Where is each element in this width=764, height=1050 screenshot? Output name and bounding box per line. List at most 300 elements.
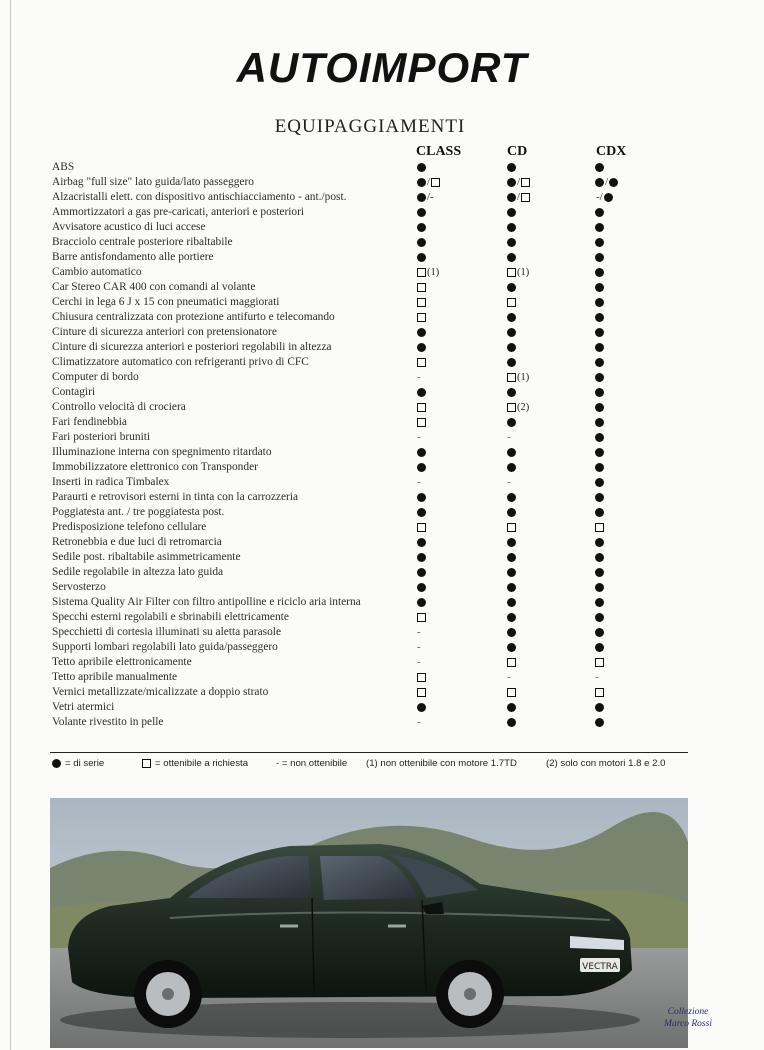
standard-dot-icon: [507, 193, 516, 202]
cell-class: [417, 670, 426, 685]
separator-mark: /: [517, 191, 521, 203]
cell-cdx: [595, 340, 604, 355]
not-available-mark: -: [417, 431, 421, 443]
standard-dot-icon: [595, 613, 604, 622]
row-label: Specchietti di cortesia illuminati su aletta parasole: [52, 626, 282, 638]
optional-box-icon: [417, 358, 426, 367]
cell-cdx: [595, 715, 604, 730]
cell-cd: [507, 265, 529, 280]
row-label: Poggiatesta ant. / tre poggiatesta post.: [52, 506, 225, 518]
row-label: Alzacristalli elett. con dispositivo antischiacciamento - ant./post.: [52, 191, 347, 203]
separator-mark: /: [605, 176, 609, 188]
not-available-mark: -: [507, 476, 511, 488]
standard-dot-icon: [507, 418, 516, 427]
not-available-mark: -: [417, 716, 421, 728]
cell-cdx: [595, 280, 604, 295]
standard-dot-icon: [595, 253, 604, 262]
standard-dot-icon: [507, 163, 516, 172]
cell-class: [417, 295, 426, 310]
legend-optional: [142, 758, 248, 769]
cell-class: [417, 475, 426, 490]
cell-cdx: [595, 550, 604, 565]
table-row: [52, 325, 692, 340]
footnote-mark: (1): [517, 267, 530, 278]
standard-dot-icon: [595, 283, 604, 292]
standard-dot-icon: [417, 388, 426, 397]
table-row: [52, 490, 692, 505]
cell-class: [417, 460, 426, 475]
standard-dot-icon: [595, 163, 604, 172]
standard-dot-icon: [595, 223, 604, 232]
not-available-mark: -: [507, 671, 511, 683]
standard-dot-icon: [507, 598, 516, 607]
not-available-mark: -: [417, 656, 421, 668]
cell-cd: [507, 475, 516, 490]
standard-dot-icon: [417, 238, 426, 247]
cell-cdx: [595, 610, 604, 625]
table-row: [52, 400, 692, 415]
cell-cdx: [595, 190, 613, 205]
cell-cdx: [595, 520, 604, 535]
legend-optional-text: = ottenibile a richiesta: [155, 758, 249, 769]
not-available-mark: -: [595, 671, 599, 683]
standard-dot-icon: [417, 178, 426, 187]
cell-class: [417, 385, 426, 400]
optional-box-icon: [417, 283, 426, 292]
standard-dot-icon: [609, 178, 618, 187]
cell-cdx: [595, 625, 604, 640]
cell-class: [417, 565, 426, 580]
cell-cd: [507, 580, 516, 595]
cell-class: [417, 640, 426, 655]
standard-dot-icon: [595, 478, 604, 487]
row-label: Avvisatore acustico di luci accese: [52, 221, 206, 233]
standard-dot-icon: [417, 343, 426, 352]
separator-mark: /: [517, 176, 521, 188]
cell-cd: [507, 370, 529, 385]
row-label: Climatizzatore automatico con refrigeranti privo di CFC: [52, 356, 309, 368]
column-header-cd: CD: [507, 144, 528, 159]
standard-dot-icon: [507, 643, 516, 652]
optional-box-icon: [595, 523, 604, 532]
cell-cd: [507, 430, 516, 445]
cell-class: [417, 625, 426, 640]
standard-dot-icon: [595, 358, 604, 367]
cell-class: [417, 595, 426, 610]
cell-cd: [507, 250, 516, 265]
cell-cd: [507, 700, 516, 715]
cell-class: [417, 610, 426, 625]
table-row: [52, 415, 692, 430]
cell-cd: [507, 610, 516, 625]
cell-class: [417, 250, 426, 265]
standard-dot-icon: [417, 163, 426, 172]
optional-box-icon: [417, 688, 426, 697]
cell-cdx: [595, 565, 604, 580]
cell-cdx: [595, 175, 618, 190]
standard-dot-icon: [595, 433, 604, 442]
cell-class: [417, 505, 426, 520]
standard-dot-icon: [595, 583, 604, 592]
not-available-mark: -: [417, 626, 421, 638]
row-label: Immobilizzatore elettronico con Transponder: [52, 461, 258, 473]
cell-class: [417, 445, 426, 460]
cell-class: [417, 550, 426, 565]
optional-box-icon: [507, 268, 516, 277]
standard-dot-icon: [595, 628, 604, 637]
cell-cdx: [595, 160, 604, 175]
cell-cdx: [595, 220, 604, 235]
cell-class: [417, 430, 426, 445]
standard-dot-icon: [595, 268, 604, 277]
table-row: [52, 340, 692, 355]
table-row: [52, 370, 692, 385]
standard-dot-icon: [507, 508, 516, 517]
standard-dot-icon: [595, 463, 604, 472]
optional-box-icon: [417, 613, 426, 622]
car-photo-illustration: [50, 798, 688, 1048]
standard-dot-icon: [507, 448, 516, 457]
standard-dot-icon: [595, 373, 604, 382]
cell-cd: [507, 295, 516, 310]
table-row: [52, 355, 692, 370]
standard-dot-icon: [507, 283, 516, 292]
standard-dot-icon: [417, 253, 426, 262]
cell-cdx: [595, 235, 604, 250]
optional-box-icon: [507, 658, 516, 667]
standard-dot-icon: [595, 448, 604, 457]
cell-cdx: [595, 655, 604, 670]
cell-cdx: [595, 460, 604, 475]
legend-not-available: - = non ottenibile: [276, 758, 348, 769]
cell-cd: [507, 550, 516, 565]
optional-box-icon: [507, 403, 516, 412]
table-row: [52, 385, 692, 400]
standard-dot-icon: [507, 313, 516, 322]
table-row: [52, 685, 692, 700]
cell-class: [417, 280, 426, 295]
footnote-mark: (1): [517, 372, 530, 383]
cell-cd: [507, 325, 516, 340]
cell-cd: [507, 310, 516, 325]
section-title: EQUIPAGGIAMENTI: [274, 116, 466, 137]
cell-cdx: [595, 430, 604, 445]
cell-cdx: [595, 475, 604, 490]
stamp-line-1: Collezione: [667, 1007, 709, 1017]
row-label: Bracciolo centrale posteriore ribaltabile: [52, 236, 233, 248]
legend: [52, 758, 692, 772]
cell-cdx: [595, 445, 604, 460]
cell-class: [417, 535, 426, 550]
cell-cd: [507, 175, 530, 190]
standard-dot-icon: [595, 388, 604, 397]
cell-cd: [507, 490, 516, 505]
row-label: Barre antisfondamento alle portiere: [52, 251, 214, 263]
standard-dot-icon: [595, 538, 604, 547]
standard-dot-icon: [417, 463, 426, 472]
table-row: [52, 580, 692, 595]
standard-dot-icon: [507, 463, 516, 472]
not-available-mark: -: [417, 476, 421, 488]
cell-cd: [507, 190, 530, 205]
standard-dot-icon: [417, 328, 426, 337]
table-row: [52, 310, 692, 325]
legend-note-2: (2) solo con motori 1.8 e 2.0: [546, 758, 666, 769]
row-label: Car Stereo CAR 400 con comandi al volante: [52, 281, 256, 293]
table-row: [52, 235, 692, 250]
optional-box-icon: [417, 313, 426, 322]
row-label: Tetto apribile manualmente: [52, 671, 178, 683]
equipment-table: [52, 160, 692, 730]
column-header-class: CLASS: [416, 144, 462, 159]
table-row: [52, 715, 692, 730]
standard-dot-icon: [507, 388, 516, 397]
table-row: [52, 475, 692, 490]
standard-dot-icon: [595, 343, 604, 352]
row-label: Inserti in radica Timbalex: [52, 476, 170, 488]
standard-dot-icon: [507, 358, 516, 367]
legend-divider: [50, 752, 688, 753]
row-label: Volante rivestito in pelle: [52, 716, 164, 728]
cell-class: [417, 205, 426, 220]
standard-dot-icon: [507, 703, 516, 712]
table-row: [52, 670, 692, 685]
table-row: [52, 265, 692, 280]
row-label: Ammortizzatori a gas pre-caricati, anteriori e posteriori: [52, 206, 305, 218]
table-row: [52, 430, 692, 445]
row-label: Computer di bordo: [52, 371, 139, 383]
legend-standard-text: = di serie: [65, 758, 105, 769]
footnote-mark: (2): [517, 402, 530, 413]
table-row: [52, 160, 692, 175]
standard-dot-icon: [604, 193, 613, 202]
standard-dot-icon: [595, 718, 604, 727]
optional-box-icon: [417, 523, 426, 532]
cell-cd: [507, 220, 516, 235]
cell-cdx: [595, 265, 604, 280]
standard-dot-icon: [417, 223, 426, 232]
cell-class: [417, 265, 439, 280]
row-label: ABS: [52, 161, 75, 173]
row-label: Tetto apribile elettronicamente: [52, 656, 192, 668]
standard-dot-icon: [595, 643, 604, 652]
cell-class: [417, 415, 426, 430]
row-label: Supporti lombari regolabili lato guida/passeggero: [52, 641, 278, 653]
standard-dot-icon: [595, 298, 604, 307]
brand-title: AUTOIMPORT: [236, 44, 528, 91]
optional-box-icon: [417, 298, 426, 307]
separator-mark: -/: [596, 191, 603, 203]
table-row: [52, 700, 692, 715]
cell-cd: [507, 595, 516, 610]
row-label: Specchi esterni regolabili e sbrinabili elettricamente: [52, 611, 289, 623]
cell-cd: [507, 445, 516, 460]
legend-standard: [52, 758, 104, 769]
row-label: Cerchi in lega 6 J x 15 con pneumatici maggiorati: [52, 296, 280, 308]
row-label: Illuminazione interna con spegnimento ritardato: [52, 446, 272, 458]
standard-dot-icon: [595, 328, 604, 337]
cell-cd: [507, 625, 516, 640]
optional-box-icon: [595, 658, 604, 667]
cell-cd: [507, 280, 516, 295]
standard-dot-icon: [507, 718, 516, 727]
standard-dot-icon: [595, 418, 604, 427]
cell-class: [417, 235, 426, 250]
row-label: Vernici metallizzate/micalizzate a doppio strato: [52, 686, 269, 698]
standard-dot-icon: [595, 178, 604, 187]
cell-class: [417, 520, 426, 535]
dot-icon: [52, 759, 61, 768]
standard-dot-icon: [595, 568, 604, 577]
cell-cdx: [595, 700, 604, 715]
cell-cd: [507, 640, 516, 655]
table-row: [52, 250, 692, 265]
cell-cdx: [595, 505, 604, 520]
not-available-mark: -: [417, 641, 421, 653]
cell-cd: [507, 460, 516, 475]
cell-cd: [507, 685, 516, 700]
row-label: Retronebbia e due luci di retromarcia: [52, 536, 222, 548]
cell-cd: [507, 415, 516, 430]
cell-cdx: [595, 685, 604, 700]
cell-class: [417, 370, 426, 385]
optional-box-icon: [431, 178, 440, 187]
cell-cd: [507, 235, 516, 250]
standard-dot-icon: [417, 598, 426, 607]
standard-dot-icon: [507, 583, 516, 592]
box-icon: [142, 759, 151, 768]
table-row: [52, 640, 692, 655]
optional-box-icon: [417, 673, 426, 682]
cell-cd: [507, 655, 516, 670]
cell-cdx: [595, 370, 604, 385]
row-label: Paraurti e retrovisori esterni in tinta con la carrozzeria: [52, 491, 299, 503]
table-row: [52, 175, 692, 190]
cell-cdx: [595, 580, 604, 595]
not-available-mark: -: [507, 431, 511, 443]
cell-cdx: [595, 205, 604, 220]
standard-dot-icon: [595, 208, 604, 217]
separator-mark: /: [427, 176, 431, 188]
car-photo: [50, 798, 688, 1048]
page-edge-line: [10, 0, 11, 1050]
cell-cd: [507, 385, 516, 400]
standard-dot-icon: [417, 538, 426, 547]
cell-cd: [507, 670, 516, 685]
cell-cd: [507, 565, 516, 580]
cell-class: [417, 400, 426, 415]
optional-box-icon: [507, 373, 516, 382]
cell-class: [417, 325, 426, 340]
standard-dot-icon: [507, 538, 516, 547]
standard-dot-icon: [595, 493, 604, 502]
cell-class: [417, 355, 426, 370]
standard-dot-icon: [507, 223, 516, 232]
cell-class: [417, 685, 426, 700]
optional-box-icon: [417, 403, 426, 412]
car-front-hub: [464, 988, 476, 1000]
table-row: [52, 550, 692, 565]
cell-cdx: [595, 640, 604, 655]
standard-dot-icon: [595, 313, 604, 322]
table-row: [52, 565, 692, 580]
standard-dot-icon: [417, 193, 426, 202]
cell-class: [417, 220, 426, 235]
optional-box-icon: [507, 523, 516, 532]
standard-dot-icon: [595, 508, 604, 517]
cell-class: [417, 655, 426, 670]
standard-dot-icon: [417, 583, 426, 592]
table-row: [52, 520, 692, 535]
optional-box-icon: [521, 178, 530, 187]
standard-dot-icon: [417, 208, 426, 217]
cell-cd: [507, 160, 516, 175]
cell-cdx: [595, 310, 604, 325]
standard-dot-icon: [595, 403, 604, 412]
row-label: Cinture di sicurezza anteriori con pretensionatore: [52, 326, 277, 338]
standard-dot-icon: [507, 343, 516, 352]
cell-cd: [507, 535, 516, 550]
table-row: [52, 190, 692, 205]
table-row: [52, 280, 692, 295]
standard-dot-icon: [507, 238, 516, 247]
legend-note-1: (1) non ottenibile con motore 1.7TD: [366, 758, 517, 769]
not-available-mark: -: [417, 371, 421, 383]
standard-dot-icon: [507, 253, 516, 262]
optional-box-icon: [417, 268, 426, 277]
row-label: Chiusura centralizzata con protezione antifurto e telecomando: [52, 311, 335, 323]
standard-dot-icon: [595, 598, 604, 607]
cell-cdx: [595, 535, 604, 550]
cell-cdx: [595, 385, 604, 400]
cell-cdx: [595, 670, 604, 685]
cell-cdx: [595, 415, 604, 430]
cell-class: [417, 160, 426, 175]
standard-dot-icon: [507, 613, 516, 622]
row-label: Sedile regolabile in altezza lato guida: [52, 566, 224, 578]
standard-dot-icon: [595, 703, 604, 712]
table-row: [52, 505, 692, 520]
standard-dot-icon: [507, 208, 516, 217]
standard-dot-icon: [507, 553, 516, 562]
standard-dot-icon: [417, 703, 426, 712]
row-label: Fari posteriori bruniti: [52, 431, 151, 443]
standard-dot-icon: [595, 238, 604, 247]
cell-cd: [507, 400, 529, 415]
table-row: [52, 205, 692, 220]
table-row: [52, 610, 692, 625]
standard-dot-icon: [417, 508, 426, 517]
cell-cdx: [595, 400, 604, 415]
standard-dot-icon: [417, 568, 426, 577]
cell-class: [417, 580, 426, 595]
cell-class: [417, 310, 426, 325]
cell-class: [417, 700, 426, 715]
row-label: Cambio automatico: [52, 266, 142, 278]
standard-dot-icon: [507, 178, 516, 187]
standard-dot-icon: [507, 328, 516, 337]
row-label: Controllo velocità di crociera: [52, 401, 186, 413]
table-row: [52, 295, 692, 310]
cell-cd: [507, 355, 516, 370]
cell-cdx: [595, 325, 604, 340]
table-row: [52, 220, 692, 235]
cell-cd: [507, 340, 516, 355]
cell-cd: [507, 715, 516, 730]
table-row: [52, 625, 692, 640]
stamp-line-2: Marco Rossi: [664, 1019, 712, 1029]
optional-box-icon: [417, 418, 426, 427]
